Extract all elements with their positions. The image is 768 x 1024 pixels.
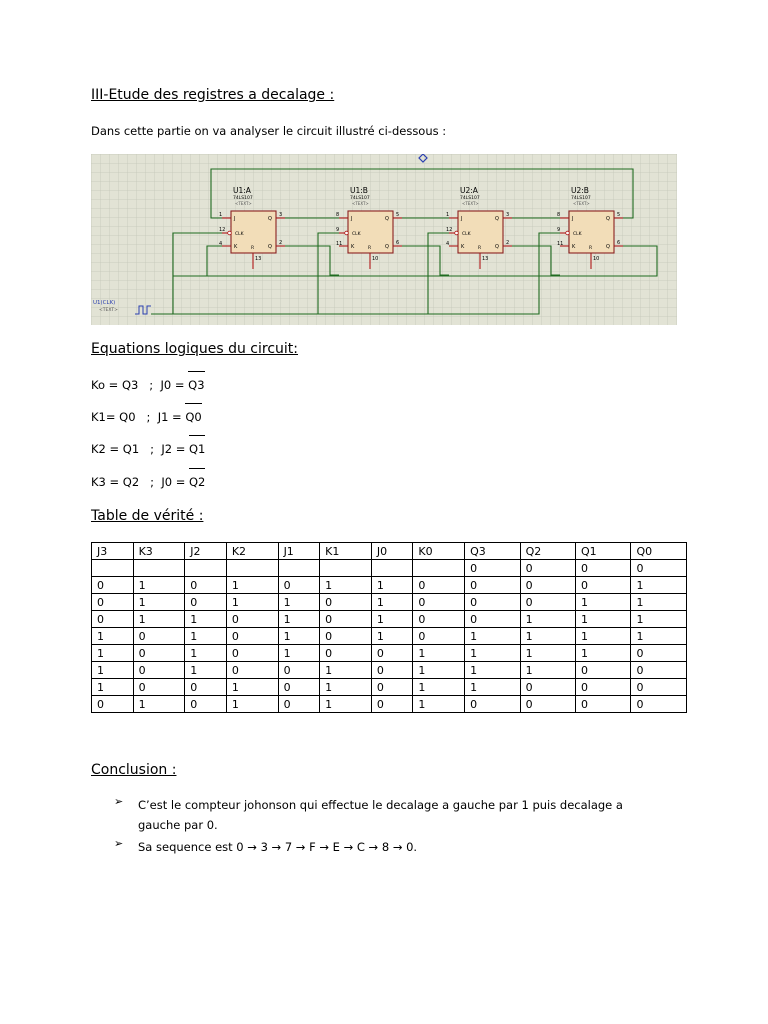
table-cell: 0 bbox=[185, 696, 227, 713]
table-cell: 1 bbox=[576, 594, 631, 611]
chip-pin-qn-number: 6 bbox=[617, 240, 621, 246]
table-cell bbox=[226, 560, 278, 577]
clock-source-name: U1(CLK) bbox=[93, 300, 116, 306]
chip-pin-clk-number: 9 bbox=[336, 227, 340, 233]
table-header-cell: K1 bbox=[320, 543, 372, 560]
equation-separator: ; bbox=[139, 475, 162, 489]
table-cell: 0 bbox=[631, 645, 687, 662]
table-cell: 1 bbox=[520, 628, 575, 645]
table-cell: 0 bbox=[465, 577, 520, 594]
clock-source-text: <TEXT> bbox=[99, 308, 118, 313]
circuit-schematic bbox=[91, 154, 677, 325]
table-cell: 1 bbox=[631, 577, 687, 594]
table-cell: 0 bbox=[371, 679, 413, 696]
table-cell: 1 bbox=[133, 594, 185, 611]
table-cell: 0 bbox=[185, 679, 227, 696]
equation-separator: ; bbox=[139, 442, 162, 456]
equation-j-complement: Q2 bbox=[189, 475, 206, 489]
conclusion-item bbox=[114, 837, 668, 857]
chip-clk-label: CLK bbox=[235, 232, 244, 237]
table-cell: 1 bbox=[320, 679, 372, 696]
table-cell: 1 bbox=[92, 645, 134, 662]
arrow-bullet-icon: ➢ bbox=[114, 795, 124, 808]
table-cell: 0 bbox=[371, 645, 413, 662]
equation-line bbox=[91, 442, 205, 456]
table-cell: 1 bbox=[465, 645, 520, 662]
table-header-cell: K2 bbox=[226, 543, 278, 560]
chip-pin-r-number: 13 bbox=[255, 256, 262, 262]
table-cell: 1 bbox=[520, 662, 575, 679]
chip-pin-q-number: 3 bbox=[279, 212, 283, 218]
table-cell: 0 bbox=[465, 611, 520, 628]
table-cell: 1 bbox=[465, 628, 520, 645]
chip-pin-q-label: Q bbox=[268, 216, 272, 222]
table-cell: 0 bbox=[631, 560, 687, 577]
table-cell bbox=[92, 560, 134, 577]
table-cell: 1 bbox=[413, 662, 465, 679]
table-cell: 1 bbox=[413, 645, 465, 662]
chip-pin-r-label: R bbox=[368, 246, 372, 251]
table-cell: 1 bbox=[92, 662, 134, 679]
table-cell: 0 bbox=[226, 611, 278, 628]
equation-j-complement: Q0 bbox=[185, 410, 202, 424]
chip-pin-j-number: 1 bbox=[446, 212, 450, 218]
chip-pin-r-label: R bbox=[478, 246, 482, 251]
equation-j-prefix: J0 = bbox=[160, 378, 189, 392]
table-cell bbox=[185, 560, 227, 577]
table-row bbox=[92, 611, 687, 628]
table-cell: 0 bbox=[413, 628, 465, 645]
table-header-cell: Q0 bbox=[631, 543, 687, 560]
table-cell: 0 bbox=[413, 611, 465, 628]
table-cell: 1 bbox=[226, 577, 278, 594]
truth-table bbox=[91, 542, 687, 713]
chip-name: U1:B bbox=[350, 186, 368, 195]
table-cell: 0 bbox=[576, 696, 631, 713]
equation-line bbox=[91, 410, 202, 424]
table-cell: 0 bbox=[413, 577, 465, 594]
chip-pin-j-label: J bbox=[572, 216, 574, 222]
table-cell: 0 bbox=[576, 662, 631, 679]
table-cell: 0 bbox=[520, 577, 575, 594]
conclusion-item bbox=[114, 795, 668, 835]
table-cell: 0 bbox=[92, 696, 134, 713]
table-cell: 0 bbox=[371, 696, 413, 713]
table-cell: 0 bbox=[465, 560, 520, 577]
table-header-row bbox=[92, 543, 687, 560]
chip-pin-r-label: R bbox=[251, 246, 255, 251]
equation-j-prefix: J2 = bbox=[161, 442, 189, 456]
table-cell: 0 bbox=[92, 611, 134, 628]
chip-name: U2:A bbox=[460, 186, 478, 195]
chip-clk-label: CLK bbox=[352, 232, 361, 237]
table-header-cell: K0 bbox=[413, 543, 465, 560]
chip-pin-k-label: K bbox=[572, 244, 576, 250]
table-cell: 0 bbox=[133, 662, 185, 679]
equation-k: K3 = Q2 bbox=[91, 475, 140, 489]
equations-heading: Equations logiques du circuit: bbox=[91, 341, 299, 357]
chip-pin-j-label: J bbox=[461, 216, 463, 222]
chip-part: 74LS107 bbox=[460, 196, 480, 201]
table-cell: 0 bbox=[520, 594, 575, 611]
table-row bbox=[92, 662, 687, 679]
chip-clk-label: CLK bbox=[462, 232, 471, 237]
table-cell: 1 bbox=[320, 662, 372, 679]
equation-j-complement: Q3 bbox=[188, 378, 205, 392]
table-cell: 1 bbox=[226, 594, 278, 611]
table-cell: 1 bbox=[371, 594, 413, 611]
chip-pin-k-number: 4 bbox=[446, 241, 450, 247]
chip-part: 74LS107 bbox=[350, 196, 370, 201]
chip-text: <TEXT> bbox=[462, 201, 479, 206]
table-cell: 0 bbox=[226, 662, 278, 679]
table-cell: 0 bbox=[465, 594, 520, 611]
table-header-cell: J0 bbox=[371, 543, 413, 560]
table-cell: 0 bbox=[133, 679, 185, 696]
chip-name: U1:A bbox=[233, 186, 251, 195]
table-cell: 0 bbox=[92, 577, 134, 594]
chip-pin-q-number: 5 bbox=[617, 212, 621, 218]
chip-pin-r-number: 10 bbox=[593, 256, 600, 262]
table-cell: 0 bbox=[631, 679, 687, 696]
table-header-cell: Q2 bbox=[520, 543, 575, 560]
table-cell: 1 bbox=[92, 679, 134, 696]
table-cell: 0 bbox=[133, 628, 185, 645]
table-cell: 1 bbox=[371, 611, 413, 628]
table-cell: 1 bbox=[413, 679, 465, 696]
table-cell: 0 bbox=[520, 560, 575, 577]
chip-text: <TEXT> bbox=[235, 201, 252, 206]
arrow-bullet-icon: ➢ bbox=[114, 837, 124, 850]
chip-pin-k-label: K bbox=[461, 244, 465, 250]
table-cell: 1 bbox=[278, 594, 320, 611]
table-cell: 0 bbox=[226, 645, 278, 662]
equation-j-prefix: J1 = bbox=[157, 410, 186, 424]
intro-text: Dans cette partie on va analyser le circuit illustré ci-dessous : bbox=[91, 124, 447, 138]
table-cell: 0 bbox=[520, 679, 575, 696]
chip-pin-j-number: 8 bbox=[557, 212, 561, 218]
table-cell: 1 bbox=[185, 662, 227, 679]
table-cell: 0 bbox=[520, 696, 575, 713]
table-cell: 1 bbox=[631, 594, 687, 611]
table-cell: 1 bbox=[631, 628, 687, 645]
table-cell: 0 bbox=[631, 662, 687, 679]
table-row bbox=[92, 594, 687, 611]
equation-line bbox=[91, 475, 205, 489]
chip-pin-clk-number: 9 bbox=[557, 227, 561, 233]
chip-pin-clk-number: 12 bbox=[446, 227, 453, 233]
chip-pin-j-label: J bbox=[234, 216, 236, 222]
chip-pin-j-number: 1 bbox=[219, 212, 223, 218]
table-header-cell: J2 bbox=[185, 543, 227, 560]
table-row bbox=[92, 679, 687, 696]
table-cell: 0 bbox=[465, 696, 520, 713]
table-cell: 0 bbox=[371, 662, 413, 679]
chip-pin-q-label: Q bbox=[495, 216, 499, 222]
table-cell: 0 bbox=[576, 577, 631, 594]
table-cell bbox=[371, 560, 413, 577]
chip-pin-qn-label: Q bbox=[606, 244, 610, 250]
table-cell bbox=[278, 560, 320, 577]
chip-pin-qn-number: 6 bbox=[396, 240, 400, 246]
chip-pin-clk-number: 12 bbox=[219, 227, 226, 233]
table-cell: 1 bbox=[371, 628, 413, 645]
table-header-cell: J3 bbox=[92, 543, 134, 560]
equation-k: K2 = Q1 bbox=[91, 442, 140, 456]
chip-pin-r-number: 10 bbox=[372, 256, 379, 262]
table-cell: 1 bbox=[133, 611, 185, 628]
table-cell: 1 bbox=[226, 696, 278, 713]
table-cell: 1 bbox=[226, 679, 278, 696]
table-cell: 1 bbox=[133, 696, 185, 713]
chip-pin-r-label: R bbox=[589, 246, 593, 251]
table-cell: 0 bbox=[278, 662, 320, 679]
table-cell: 0 bbox=[320, 628, 372, 645]
chip-pin-k-number: 4 bbox=[219, 241, 223, 247]
conclusion-text: Sa sequence est 0 → 3 → 7 → F → E → C → 8 → 0. bbox=[138, 840, 418, 854]
table-cell: 1 bbox=[278, 645, 320, 662]
table-header-cell: K3 bbox=[133, 543, 185, 560]
table-cell: 0 bbox=[576, 560, 631, 577]
table-cell: 0 bbox=[320, 645, 372, 662]
chip-pin-q-number: 5 bbox=[396, 212, 400, 218]
chip-clk-label: CLK bbox=[573, 232, 582, 237]
chip-pin-qn-number: 2 bbox=[506, 240, 510, 246]
table-row bbox=[92, 628, 687, 645]
table-cell bbox=[320, 560, 372, 577]
table-cell: 1 bbox=[371, 577, 413, 594]
chip-name: U2:B bbox=[571, 186, 589, 195]
table-cell: 0 bbox=[185, 594, 227, 611]
table-cell: 1 bbox=[133, 577, 185, 594]
table-cell: 0 bbox=[133, 645, 185, 662]
table-row bbox=[92, 696, 687, 713]
chip-text: <TEXT> bbox=[352, 201, 369, 206]
table-cell: 1 bbox=[520, 645, 575, 662]
table-cell: 0 bbox=[413, 594, 465, 611]
chip-part: 74LS107 bbox=[233, 196, 253, 201]
table-cell: 1 bbox=[520, 611, 575, 628]
table-cell: 1 bbox=[576, 611, 631, 628]
table-header-cell: J1 bbox=[278, 543, 320, 560]
table-cell: 0 bbox=[278, 696, 320, 713]
chip-pin-q-label: Q bbox=[385, 216, 389, 222]
equation-line bbox=[91, 378, 205, 392]
conclusion-heading: Conclusion : bbox=[91, 762, 177, 778]
table-cell: 1 bbox=[278, 628, 320, 645]
chip-part: 74LS107 bbox=[571, 196, 591, 201]
chip-pin-k-label: K bbox=[234, 244, 238, 250]
table-cell: 0 bbox=[278, 577, 320, 594]
table-cell: 0 bbox=[320, 611, 372, 628]
table-cell: 1 bbox=[465, 662, 520, 679]
equation-separator: ; bbox=[138, 378, 161, 392]
equation-j-complement: Q1 bbox=[189, 442, 206, 456]
table-cell bbox=[133, 560, 185, 577]
table-cell: 0 bbox=[631, 696, 687, 713]
chip-pin-qn-number: 2 bbox=[279, 240, 283, 246]
table-cell: 1 bbox=[92, 628, 134, 645]
equation-k: Ko = Q3 bbox=[91, 378, 139, 392]
equation-k: K1= Q0 bbox=[91, 410, 136, 424]
table-cell bbox=[413, 560, 465, 577]
chip-text: <TEXT> bbox=[573, 201, 590, 206]
chip-pin-j-label: J bbox=[351, 216, 353, 222]
table-cell: 0 bbox=[320, 594, 372, 611]
table-cell: 0 bbox=[226, 628, 278, 645]
table-row bbox=[92, 577, 687, 594]
equation-j-prefix: J0 = bbox=[161, 475, 189, 489]
chip-pin-qn-label: Q bbox=[495, 244, 499, 250]
chip-pin-j-number: 8 bbox=[336, 212, 340, 218]
table-header-cell: Q1 bbox=[576, 543, 631, 560]
table-cell: 1 bbox=[185, 645, 227, 662]
chip-pin-q-label: Q bbox=[606, 216, 610, 222]
table-header-cell: Q3 bbox=[465, 543, 520, 560]
table-cell: 0 bbox=[185, 577, 227, 594]
equation-separator: ; bbox=[135, 410, 158, 424]
chip-pin-k-number: 11 bbox=[557, 241, 564, 247]
table-cell: 1 bbox=[465, 679, 520, 696]
chip-pin-r-number: 13 bbox=[482, 256, 489, 262]
table-cell: 1 bbox=[576, 645, 631, 662]
section-heading: III-Etude des registres a decalage : bbox=[91, 87, 335, 103]
chip-pin-qn-label: Q bbox=[268, 244, 272, 250]
table-cell: 0 bbox=[278, 679, 320, 696]
table-cell: 1 bbox=[320, 696, 372, 713]
table-cell: 1 bbox=[576, 628, 631, 645]
chip-pin-qn-label: Q bbox=[385, 244, 389, 250]
table-cell: 1 bbox=[185, 628, 227, 645]
table-cell: 1 bbox=[185, 611, 227, 628]
table-cell: 1 bbox=[320, 577, 372, 594]
chip-pin-q-number: 3 bbox=[506, 212, 510, 218]
chip-pin-k-label: K bbox=[351, 244, 355, 250]
table-cell: 1 bbox=[278, 611, 320, 628]
table-cell: 0 bbox=[92, 594, 134, 611]
table-cell: 0 bbox=[576, 679, 631, 696]
conclusion-text: C’est le compteur johonson qui effectue le decalage a gauche par 1 puis decalage a gauche par 0. bbox=[138, 798, 623, 832]
table-row bbox=[92, 645, 687, 662]
chip-pin-k-number: 11 bbox=[336, 241, 343, 247]
conclusion-list bbox=[114, 795, 668, 859]
table-row bbox=[92, 560, 687, 577]
table-cell: 1 bbox=[631, 611, 687, 628]
table-heading: Table de vérité : bbox=[91, 508, 204, 524]
table-cell: 1 bbox=[413, 696, 465, 713]
